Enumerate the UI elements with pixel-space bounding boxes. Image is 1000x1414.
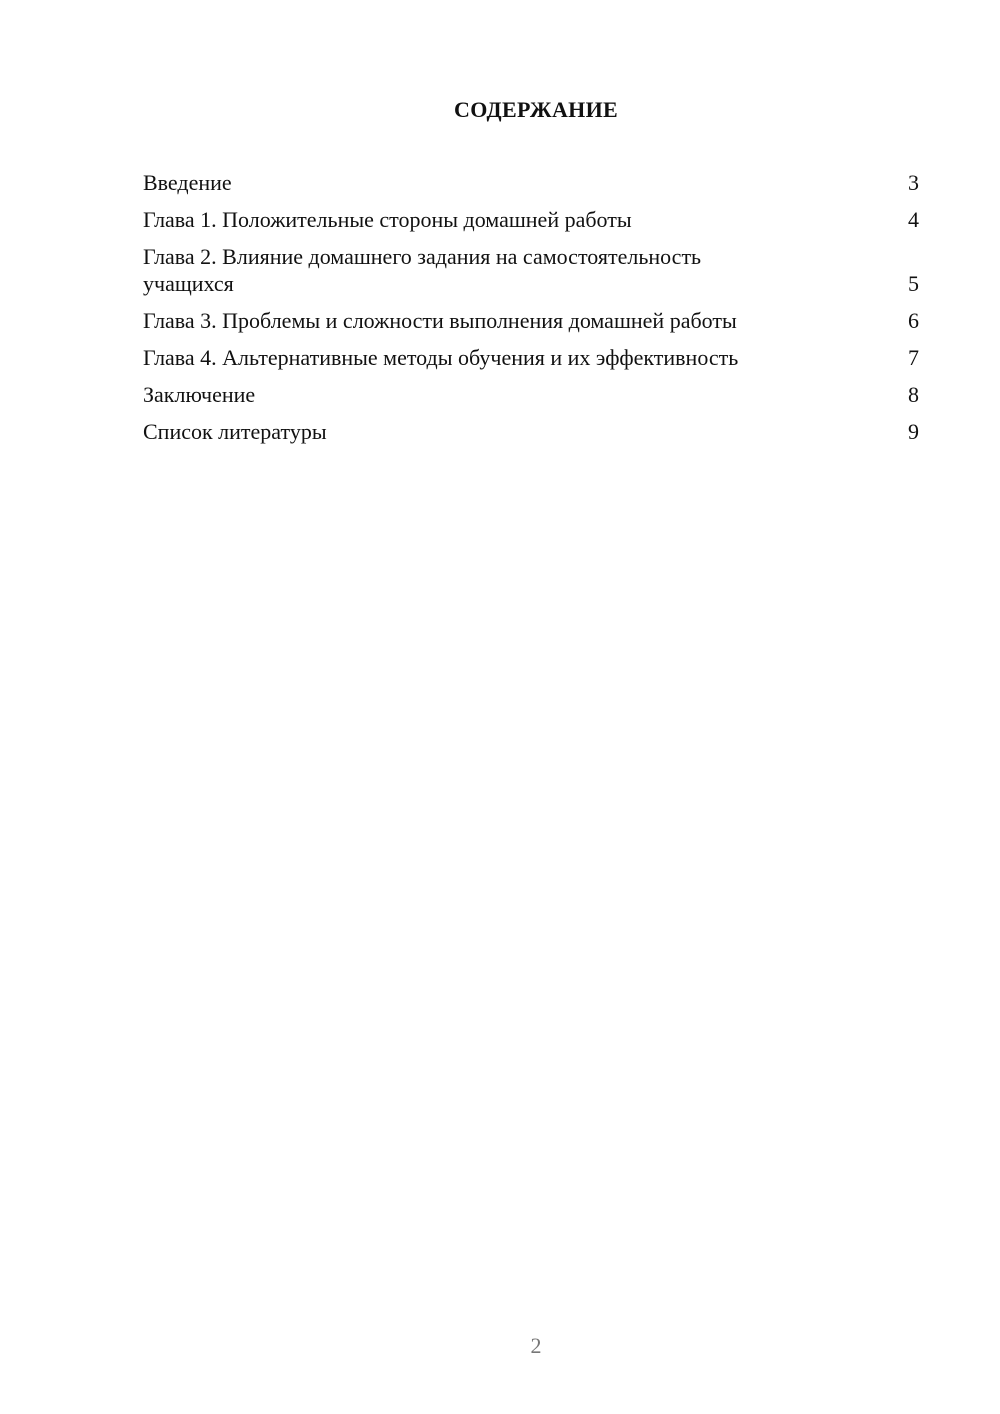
- toc-entry-page-number: 8: [908, 382, 919, 407]
- toc-entry-label: Заключение: [143, 382, 256, 407]
- page-number: 2: [530, 1333, 542, 1358]
- toc-entry-label: Список литературы: [143, 419, 327, 444]
- toc-entry-chapter-3: [143, 307, 919, 334]
- toc-entry-page-number: 3: [908, 170, 919, 195]
- toc-entry-conclusion: [143, 381, 919, 408]
- toc-entry-chapter-4: [143, 344, 919, 371]
- toc-entry-label: Глава 2. Влияние домашнего задания на самостоятельность учащихся: [143, 244, 702, 296]
- toc-entry-label: Глава 4. Альтернативные методы обучения и их эффективность: [143, 345, 739, 370]
- toc-entry-page-number: 7: [908, 345, 919, 370]
- toc-entry-page-number: 5: [908, 271, 919, 296]
- toc-entry-label: Глава 1. Положительные стороны домашней работы: [143, 207, 632, 232]
- toc-entry-page-number: 9: [908, 419, 919, 444]
- toc-entry-references: [143, 418, 919, 445]
- table-of-contents: [143, 169, 919, 455]
- toc-entry-chapter-1: [143, 206, 919, 233]
- toc-entry-label: Глава 3. Проблемы и сложности выполнения домашней работы: [143, 308, 737, 333]
- toc-entry-page-number: 4: [908, 207, 919, 232]
- toc-entry-label: Введение: [143, 170, 232, 195]
- toc-entry-chapter-2: [143, 243, 919, 297]
- toc-entry-page-number: 6: [908, 308, 919, 333]
- page-title: СОДЕРЖАНИЕ: [454, 97, 618, 122]
- toc-entry-introduction: [143, 169, 919, 196]
